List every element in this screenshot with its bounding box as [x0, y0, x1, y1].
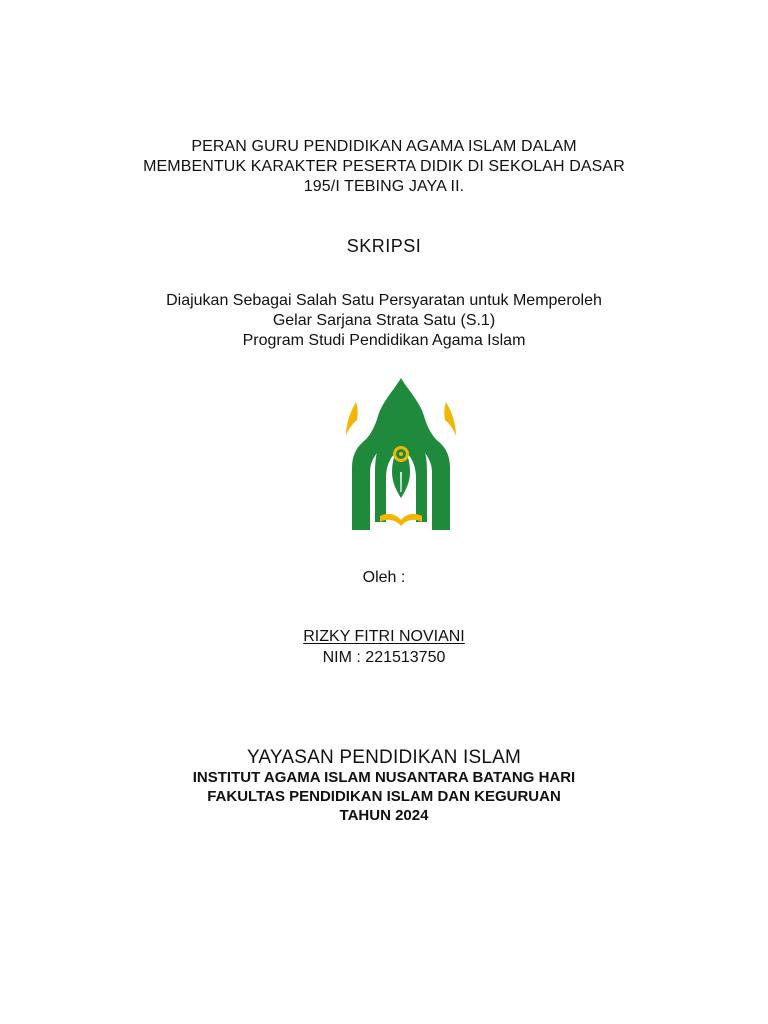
- emblem-right-flame: [444, 402, 456, 436]
- emblem-center-dot: [399, 452, 403, 456]
- thesis-title-line-2: MEMBENTUK KARAKTER PESERTA DIDIK DI SEKOLAH DASAR: [143, 158, 625, 175]
- purpose-line-2: Gelar Sarjana Strata Satu (S.1): [272, 312, 496, 329]
- student-id: NIM : 221513750: [322, 649, 446, 666]
- emblem-book: [380, 514, 422, 526]
- emblem-left-flame: [346, 402, 358, 436]
- purpose-line-3: Program Studi Pendidikan Agama Islam: [242, 332, 526, 349]
- document-type-heading: SKRIPSI: [346, 236, 422, 256]
- author-name: RIZKY FITRI NOVIANI: [303, 628, 465, 645]
- faculty-name: FAKULTAS PENDIDIKAN ISLAM DAN KEGURUAN: [207, 788, 561, 805]
- institution-block: [0, 768, 768, 825]
- university-emblem-icon: [338, 376, 464, 534]
- submission-purpose: [0, 291, 768, 351]
- purpose-line-1: Diajukan Sebagai Salah Satu Persyaratan untuk Memperoleh: [166, 292, 602, 309]
- author-block: [0, 627, 768, 647]
- foundation-name: YAYASAN PENDIDIKAN ISLAM: [246, 747, 522, 768]
- thesis-title-line-3: 195/I TEBING JAYA II.: [303, 178, 465, 195]
- by-label: Oleh :: [362, 569, 406, 586]
- emblem-pen-split: [400, 472, 402, 492]
- university-name: INSTITUT AGAMA ISLAM NUSANTARA BATANG HARI: [192, 769, 576, 786]
- thesis-title: [0, 137, 768, 197]
- thesis-title-line-1: PERAN GURU PENDIDIKAN AGAMA ISLAM DALAM: [191, 138, 577, 155]
- submission-year: TAHUN 2024: [339, 807, 429, 824]
